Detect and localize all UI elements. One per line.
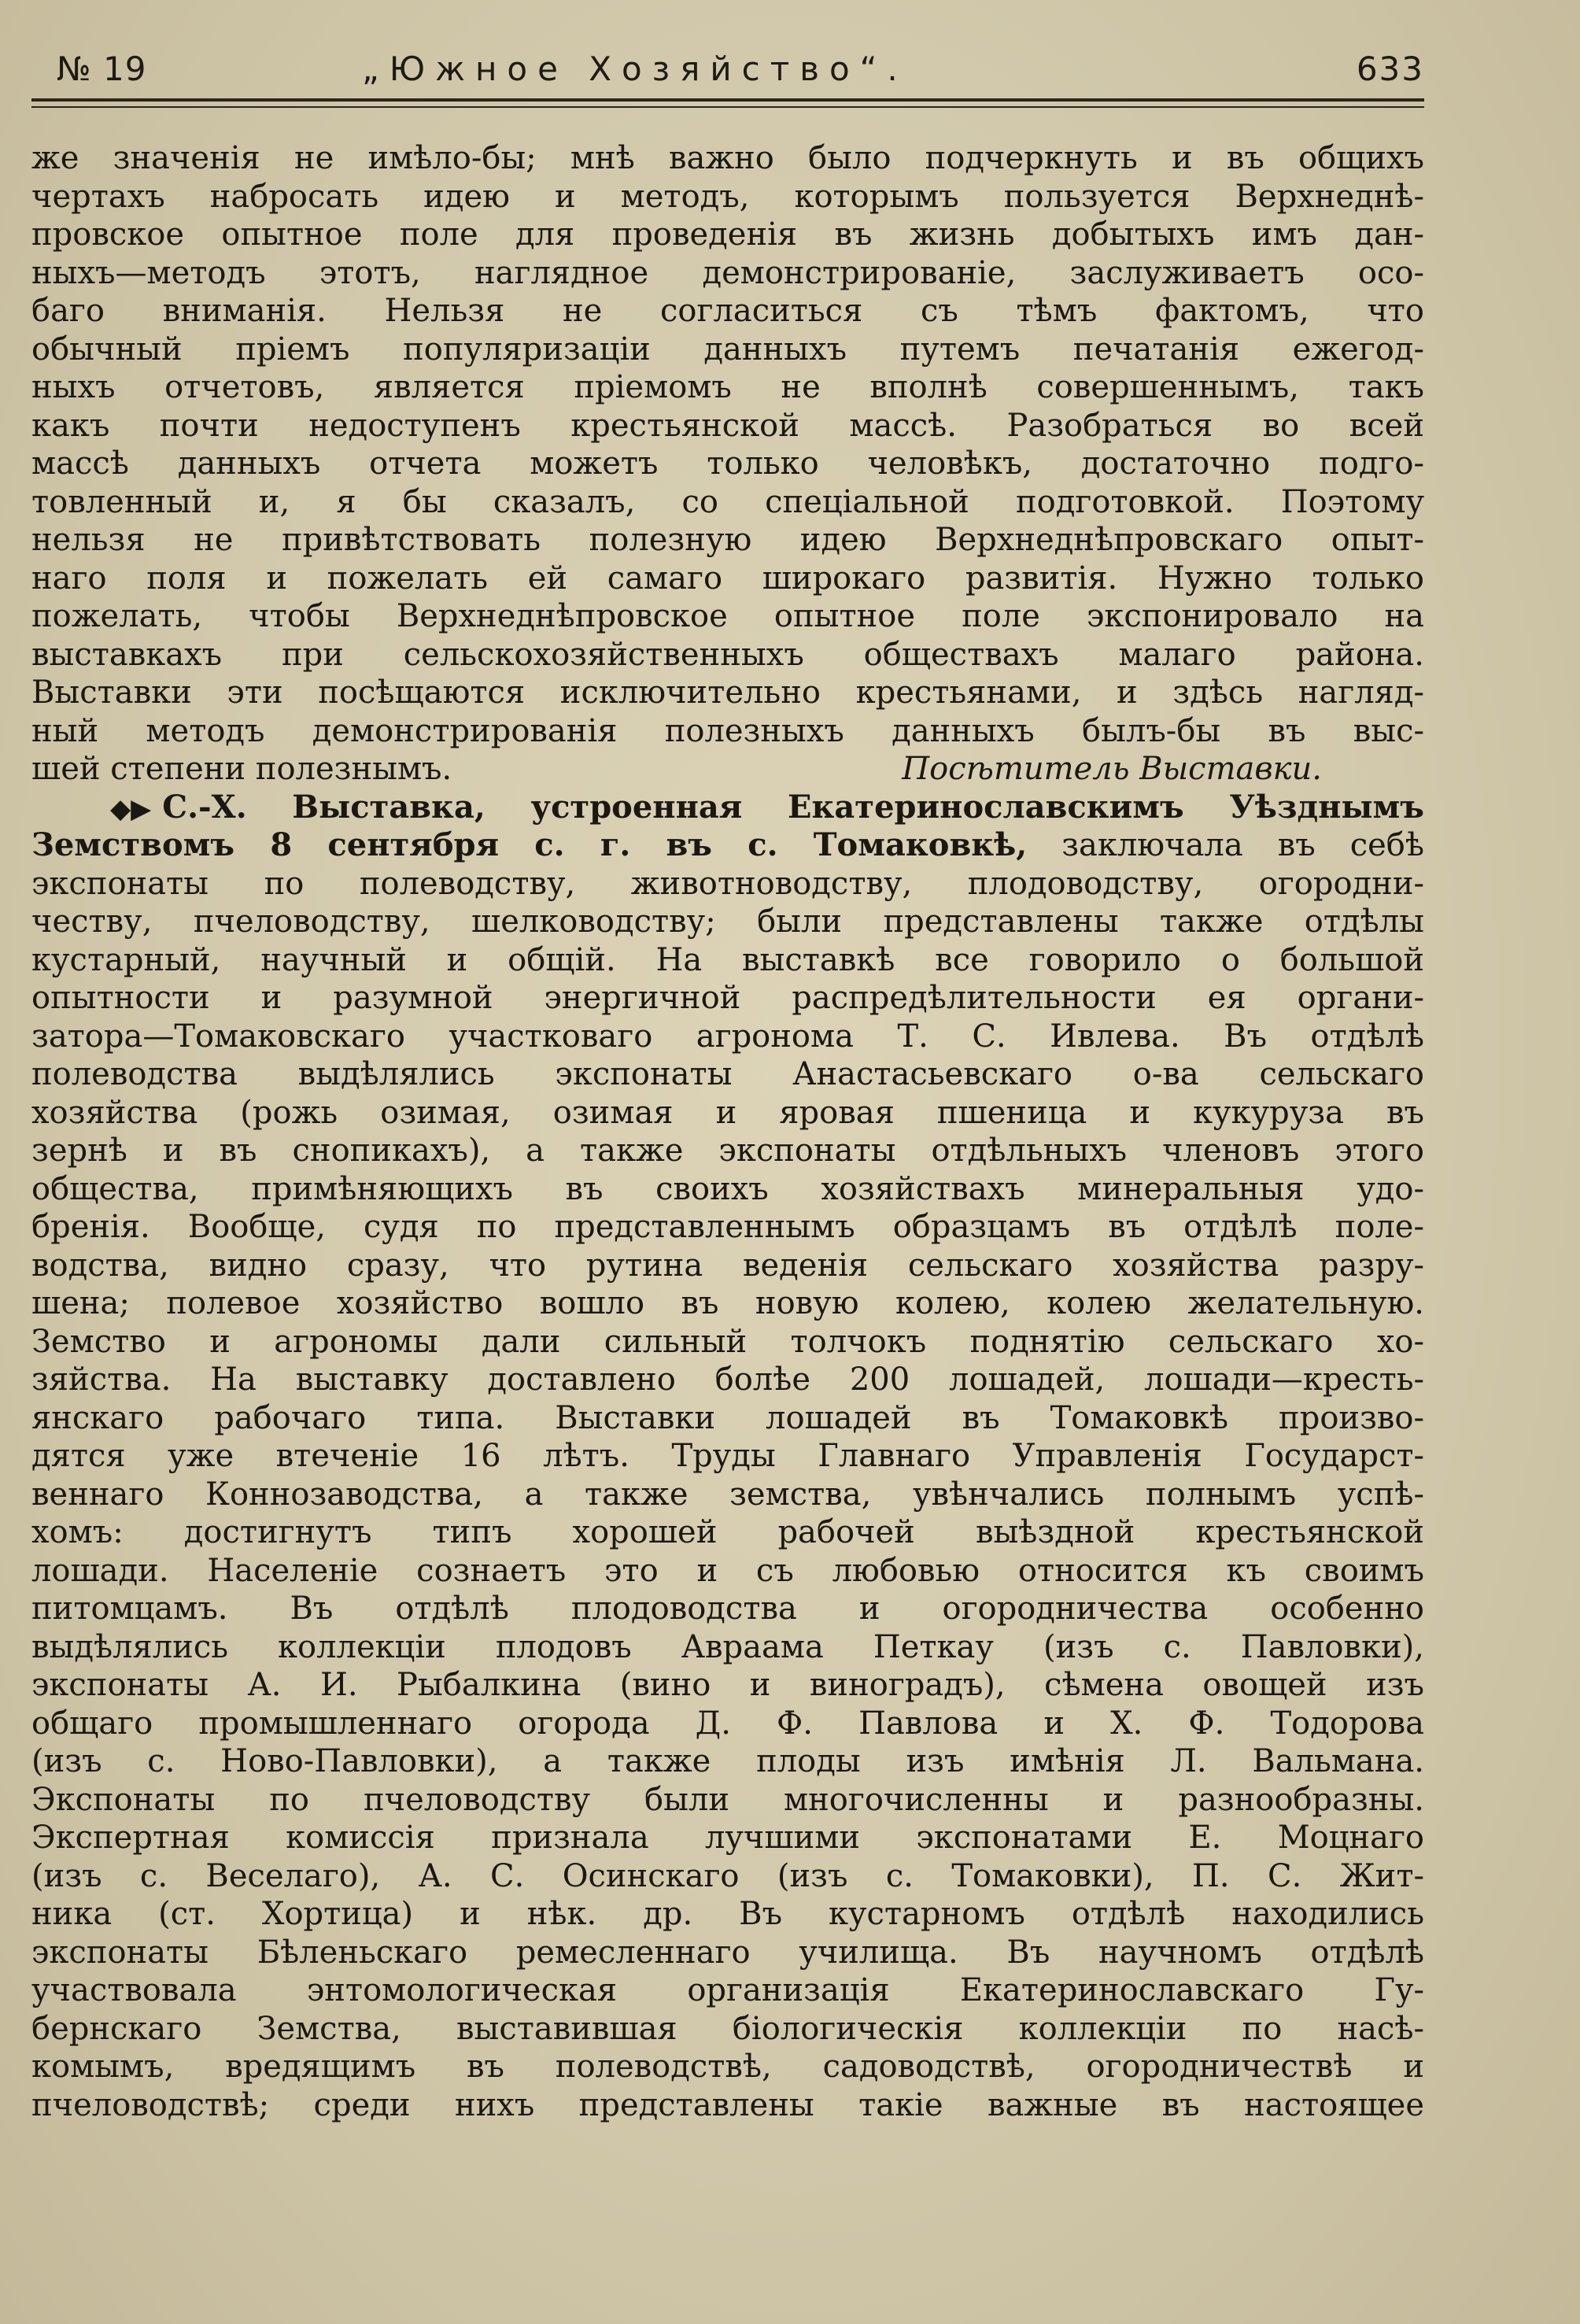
author-signature: Посѣтитель Выставки. [902,751,1322,787]
header-rule-thin [31,106,1424,108]
running-header [31,43,1424,98]
section-heading-line [31,789,1424,827]
text-line: затора—Томаковскаго участковаго агронома Т. С. Ивлева. Въ отдѣлѣ [31,1018,1424,1055]
text-line: зернѣ и въ снопикахъ), а также экспонаты отдѣльныхъ членовъ этого [31,1132,1424,1169]
text-line: товленный и, я бы сказалъ, со спеціальной подготовкой. Поэтому [31,483,1424,520]
text-line: Экспонаты по пчеловодству были многочисленны и разнообразны. [31,1781,1424,1818]
text-line: экспонаты Бѣленьскаго ремесленнаго училища. Въ научномъ отдѣлѣ [31,1934,1424,1971]
text-line: хозяйства (рожь озимая, озимая и яровая пшеница и кукуруза въ [31,1094,1424,1131]
text-line: наго поля и пожелать ей самаго широкаго развитія. Нужно только [31,560,1424,597]
text-line: бренія. Вообще, судя по представленнымъ образцамъ въ отдѣлѣ поле- [31,1209,1424,1245]
text-line: выставкахъ при сельскохозяйственныхъ обществахъ малаго района. [31,636,1424,673]
text-line: массѣ данныхъ отчета можетъ только человѣкъ, достаточно подго- [31,445,1424,482]
section-heading-line-2 [31,826,1424,865]
text-line: чертахъ набросать идею и методъ, которымъ пользуется Верхнеднѣ- [31,178,1424,215]
section-heading-continued: Земствомъ 8 сентября с. г. въ с. Томаковкѣ, [31,826,1028,863]
header-rule-thick [31,98,1424,102]
text-line: лошади. Населеніе сознаетъ это и съ любовью относится къ своимъ [31,1552,1424,1589]
journal-title: „Южное Хозяйство“. [362,50,908,88]
text-line: янскаго рабочаго типа. Выставки лошадей въ Томаковкѣ произво- [31,1399,1424,1436]
page-number: 633 [1356,50,1424,88]
last-line: шей степени полезнымъ. [31,751,452,787]
text-line: Земство и агрономы дали сильный толчокъ поднятію сельскаго хо- [31,1323,1424,1360]
text-line: выдѣлялись коллекціи плодовъ Авраама Петкау (изъ с. Павловки), [31,1628,1424,1665]
text-line: обычный пріемъ популяризаціи данныхъ путемъ печатанія ежегод- [31,331,1424,368]
article-body [31,139,1424,2124]
text-line: какъ почти недоступенъ крестьянской массѣ. Разобраться во всей [31,407,1424,444]
text-line: экспонаты А. И. Рыбалкина (вино и виноградъ), сѣмена овощей изъ [31,1667,1424,1703]
text-line: комымъ, вредящимъ въ полеводствѣ, садоводствѣ, огородничествѣ и [31,2049,1424,2085]
text-line: полеводства выдѣлялись экспонаты Анастасьевскаго о-ва сельскаго [31,1056,1424,1092]
text-line: Выставки эти посѣщаются исключительно крестьянами, и здѣсь нагляд- [31,674,1424,711]
text-line: Экспертная комиссія признала лучшими экспонатами Е. Моцнаго [31,1820,1424,1856]
text-line: пожелать, чтобы Верхнеднѣпровское опытное поле экспонировало на [31,598,1424,634]
text-line: честву, пчеловодству, шелководству; были представлены также отдѣлы [31,903,1424,940]
section-text-start: заключала въ себѣ [1027,827,1424,863]
text-line: общества, примѣняющихъ въ своихъ хозяйствахъ минеральныя удо- [31,1170,1424,1207]
journal-page [31,43,1424,2123]
text-line: зяйства. На выставку доставлено болѣе 200 лошадей, лошади—кресть- [31,1362,1424,1398]
signature-row [31,750,1424,789]
text-line: экспонаты по полеводству, животноводству, плодоводству, огородни- [31,865,1424,902]
text-line: пчеловодствѣ; среди нихъ представлены такіе важные въ настоящее [31,2086,1424,2123]
text-line: нельзя не привѣтствовать полезную идею Верхнеднѣпровскаго опыт- [31,522,1424,558]
text-line: кустарный, научный и общій. На выставкѣ все говорило о большой [31,941,1424,978]
text-line: провское опытное поле для проведенія въ жизнь добытыхъ имъ дан- [31,216,1424,253]
text-line: баго вниманія. Нельзя не согласиться съ тѣмъ фактомъ, что [31,293,1424,329]
text-line: (изъ с. Ново-Павловки), а также плоды изъ имѣнія Л. Вальмана. [31,1743,1424,1779]
text-line: (изъ с. Веселаго), А. С. Осинскаго (изъ с. Томаковки), П. С. Жит- [31,1857,1424,1894]
text-line: дятся уже втеченіе 16 лѣтъ. Труды Главнаго Управленія Государст- [31,1438,1424,1474]
text-line: водства, видно сразу, что рутина веденія сельскаго хозяйства разру- [31,1247,1424,1284]
text-line: ный методъ демонстрированія полезныхъ данныхъ былъ-бы въ выс- [31,712,1424,749]
text-line: бернскаго Земства, выставившая біологическія коллекціи по насѣ- [31,2010,1424,2047]
text-line: же значенія не имѣло-бы; мнѣ важно было подчеркнуть и въ общихъ [31,140,1424,176]
text-line: питомцамъ. Въ отдѣлѣ плодоводства и огородничества особенно [31,1591,1424,1627]
section-marker-icon: ◆▶ [110,793,152,825]
text-line: ныхъ отчетовъ, является пріемомъ не вполнѣ совершеннымъ, такъ [31,369,1424,405]
paragraph-exhibition-report [31,789,1424,2125]
paragraph-visit-report [31,139,1424,750]
text-line: ныхъ—методъ этотъ, наглядное демонстрированіе, заслуживаетъ осо- [31,254,1424,291]
text-line: хомъ: достигнутъ типъ хорошей рабочей выѣздной крестьянской [31,1514,1424,1550]
text-line: общаго промышленнаго огорода Д. Ф. Павлова и Х. Ф. Тодорова [31,1705,1424,1742]
section-heading: С.-Х. Выставка, устроенная Екатеринославскимъ Уѣзднымъ [162,788,1424,826]
text-line: участвовала энтомологическая организація Екатеринославскаго Гу- [31,1972,1424,2008]
text-line: веннаго Коннозаводства, а также земства, увѣнчались полнымъ успѣ- [31,1476,1424,1513]
issue-number: № 19 [57,50,147,88]
text-line: опытности и разумной энергичной распредѣлительности ея органи- [31,980,1424,1016]
text-line: ника (ст. Хортица) и нѣк. др. Въ кустарномъ отдѣлѣ находились [31,1896,1424,1932]
text-line: шена; полевое хозяйство вошло въ новую колею, колею желательную. [31,1285,1424,1321]
